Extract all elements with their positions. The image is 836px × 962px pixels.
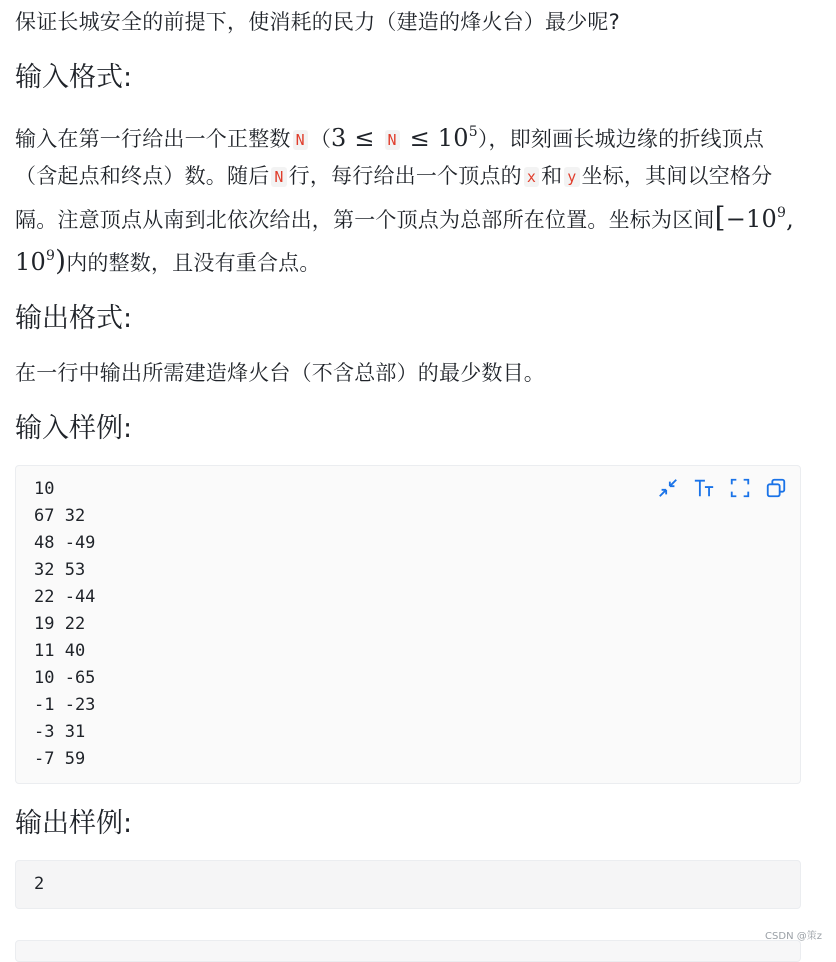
copy-icon[interactable] bbox=[764, 476, 788, 500]
intro-text: 保证长城安全的前提下，使消耗的民力（建造的烽火台）最少呢? bbox=[15, 10, 620, 34]
interval-ten: 10 bbox=[15, 248, 46, 276]
input-sample-block bbox=[15, 465, 801, 784]
text-seg: 坐标，其间以空格分隔。注意顶点从南到北依次给出，第一个顶点为总部所在位置。坐标为区间 bbox=[15, 164, 773, 232]
code-toolbar bbox=[656, 476, 788, 500]
output-sample-code[interactable]: 2 bbox=[34, 874, 45, 894]
input-format-heading: 输入格式: bbox=[15, 62, 133, 93]
text-seg: ），即刻画长城边缘的折线顶点（含起点和终点）数。随后 bbox=[15, 127, 765, 188]
text-seg: 和 bbox=[541, 164, 563, 188]
input-sample-code[interactable]: 10 67 32 48 -49 32 53 22 -44 19 22 11 40 10 -65 -1 -23 -3 31 -7 59 bbox=[34, 479, 96, 769]
text-seg: （ bbox=[309, 127, 332, 151]
watermark: CSDN @策z bbox=[765, 931, 822, 942]
interval-open: [ bbox=[714, 201, 726, 234]
var-x: x bbox=[524, 167, 539, 187]
interval-ten: 10 bbox=[746, 205, 777, 233]
interval-exp: 9 bbox=[45, 248, 56, 264]
interval-minus: − bbox=[725, 205, 747, 233]
interval-exp: 9 bbox=[777, 205, 787, 221]
interval-close: ) bbox=[55, 244, 67, 277]
math-le: ≤ bbox=[354, 124, 375, 152]
input-format-text bbox=[15, 114, 801, 281]
output-format-heading: 输出格式: bbox=[15, 303, 133, 334]
text-seg: 行，每行给出一个顶点的 bbox=[288, 164, 522, 188]
var-n: N bbox=[293, 130, 308, 150]
math-exp: 5 bbox=[468, 124, 478, 140]
math-le: ≤ bbox=[409, 124, 430, 152]
text-seg: 内的整数，且没有重合点。 bbox=[66, 251, 321, 275]
collapse-icon[interactable] bbox=[656, 476, 680, 500]
math-ten: 10 bbox=[437, 124, 469, 152]
font-size-icon[interactable] bbox=[692, 476, 716, 500]
output-sample-heading: 输出样例: bbox=[15, 808, 133, 839]
var-n: N bbox=[271, 167, 286, 187]
math-three: 3 bbox=[331, 124, 347, 152]
var-y: y bbox=[564, 167, 579, 187]
output-sample-block bbox=[15, 860, 801, 909]
interval-comma: , bbox=[786, 205, 794, 233]
next-block-edge bbox=[15, 940, 801, 962]
output-format-text: 在一行中输出所需建造烽火台（不含总部）的最少数目。 bbox=[15, 361, 545, 385]
input-sample-heading: 输入样例: bbox=[15, 413, 133, 444]
fullscreen-icon[interactable] bbox=[728, 476, 752, 500]
text-seg: 输入在第一行给出一个正整数 bbox=[15, 127, 291, 151]
n-range-math bbox=[331, 124, 478, 152]
var-n: N bbox=[385, 130, 400, 150]
